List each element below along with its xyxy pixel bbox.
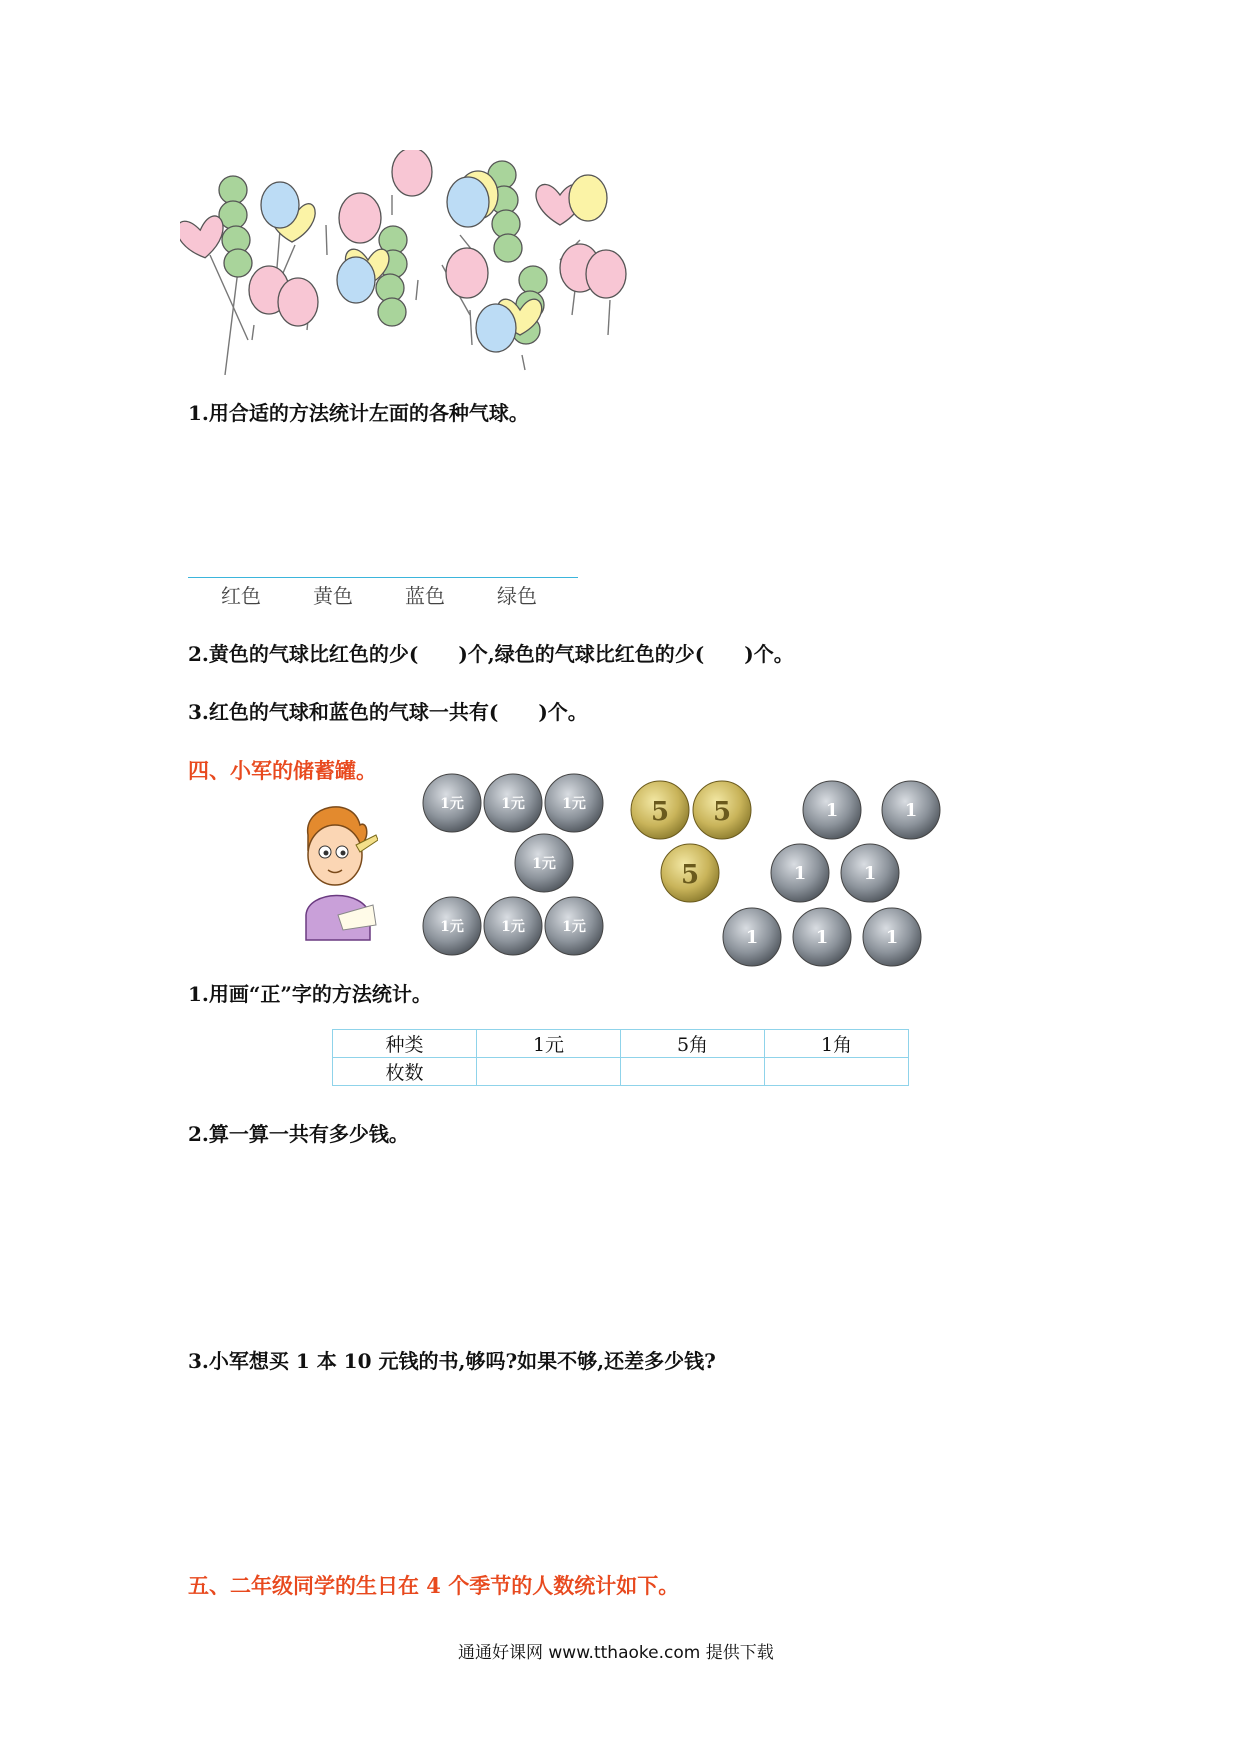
section-4-title: 四、小军的储蓄罐。 xyxy=(188,758,377,783)
coin-1yuan-label: 1元 xyxy=(501,796,525,812)
table-header-cell: 1角 xyxy=(765,1030,909,1058)
one-yuan-coins xyxy=(423,774,603,955)
question-1-coins: 1.用画“正”字的方法统计。 xyxy=(188,982,432,1006)
axis-label-yellow: 黄色 xyxy=(313,584,353,608)
tally-axis-line xyxy=(188,577,578,578)
coin-tally-table xyxy=(332,1029,909,1086)
coin-1jiao-label: 1 xyxy=(815,927,829,948)
coin-1jiao-label: 1 xyxy=(793,863,807,884)
axis-label-green: 绿色 xyxy=(497,584,537,608)
table-answer-cell-1yuan[interactable] xyxy=(477,1058,621,1086)
table-answer-cell-5jiao[interactable] xyxy=(621,1058,765,1086)
table-row-label: 枚数 xyxy=(333,1058,477,1086)
section-5-title: 五、二年级同学的生日在 4 个季节的人数统计如下。 xyxy=(188,1573,680,1598)
table-answer-cell-1jiao[interactable] xyxy=(765,1058,909,1086)
axis-label-blue: 蓝色 xyxy=(405,584,445,608)
coin-1yuan-label: 1元 xyxy=(440,796,464,812)
five-jiao-coins xyxy=(631,781,751,902)
coin-1yuan-label: 1元 xyxy=(440,919,464,935)
table-header-cell: 1元 xyxy=(477,1030,621,1058)
question-3-balloons: 3.红色的气球和蓝色的气球一共有( )个。 xyxy=(188,700,588,724)
boy-illustration xyxy=(298,800,378,950)
coin-1yuan-label: 1元 xyxy=(532,856,556,872)
coin-1yuan-label: 1元 xyxy=(562,796,586,812)
coin-1jiao-label: 1 xyxy=(885,927,899,948)
coin-1jiao-label: 1 xyxy=(745,927,759,948)
coin-5jiao-label: 5 xyxy=(650,797,670,827)
footer-text: 通通好课网 www.tthaoke.com 提供下载 xyxy=(458,1643,774,1663)
question-1-balloons: 1.用合适的方法统计左面的各种气球。 xyxy=(188,401,529,425)
axis-label-red: 红色 xyxy=(221,584,261,608)
coin-1jiao-label: 1 xyxy=(825,800,839,821)
question-2-coins: 2.算一算一共有多少钱。 xyxy=(188,1122,409,1146)
coin-5jiao-label: 5 xyxy=(680,860,700,890)
table-header-cell: 5角 xyxy=(621,1030,765,1058)
table-row xyxy=(333,1058,909,1086)
balloon-illustration xyxy=(180,150,640,375)
coin-1jiao-label: 1 xyxy=(863,863,877,884)
coin-1yuan-label: 1元 xyxy=(501,919,525,935)
coins-illustration xyxy=(420,770,960,970)
coin-1yuan-label: 1元 xyxy=(562,919,586,935)
coin-1jiao-label: 1 xyxy=(904,800,918,821)
question-2-balloons: 2.黄色的气球比红色的少( )个,绿色的气球比红色的少( )个。 xyxy=(188,642,794,666)
table-header-cell: 种类 xyxy=(333,1030,477,1058)
coin-5jiao-label: 5 xyxy=(712,797,732,827)
tally-axis-labels xyxy=(195,580,563,609)
question-3-coins: 3.小军想买 1 本 10 元钱的书,够吗?如果不够,还差多少钱? xyxy=(188,1349,716,1373)
table-header-row xyxy=(333,1030,909,1058)
one-jiao-coins xyxy=(723,781,940,966)
